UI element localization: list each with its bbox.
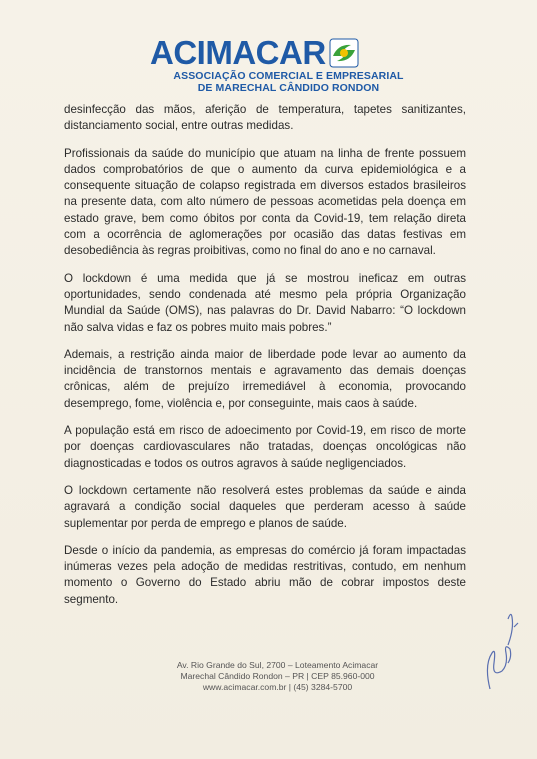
footer-contact: www.acimacar.com.br | (45) 3284-5700 — [202, 682, 353, 692]
paragraph: desinfecção das mãos, aferição de temperatura, tapetes sanitizantes, distanciamento social, entre outras medidas. — [64, 103, 466, 133]
paragraph: O lockdown é uma medida que já se mostrou ineficaz em outras oportunidades, sendo condenada até mesmo pela própria Organização Mundial da Saúde (OMS), nas palavras do Dr. David Nabarro: “O lockdown não salva vidas e faz os pobres muito mais pobres.” — [64, 271, 466, 334]
paragraph: Desde o início da pandemia, as empresas do comércio já foram impactadas inúmeras vezes pela adoção de medidas restritivas, contudo, em nenhum momento o Governo do Estado abriu mão de cobrar impostos deste segmento. — [64, 543, 466, 606]
logo-swirl-icon — [329, 38, 359, 68]
footer-city: Marechal Cândido Rondon – PR | CEP 85.960-000 — [180, 671, 375, 681]
org-name-line1: ASSOCIAÇÃO COMERCIAL E EMPRESARIAL — [173, 70, 404, 82]
logo-wordmark: ACIMACAR — [150, 34, 326, 71]
org-name-line2: DE MARECHAL CÂNDIDO RONDON — [197, 82, 380, 94]
letter-body — [64, 102, 466, 619]
logo — [150, 36, 359, 70]
footer-address: Av. Rio Grande do Sul, 2700 – Loteamento Acimacar — [176, 660, 379, 670]
letterhead — [0, 36, 537, 102]
paragraph: Ademais, a restrição ainda maior de liberdade pode levar ao aumento da incidência de transtornos mentais e agravamento das demais doenças crônicas, além de prejuízo irremediável à economia, provocando desemprego, fome, violência e, por conseguinte, mais caos à saúde. — [64, 347, 466, 410]
letter-footer — [0, 660, 537, 693]
paragraph: Profissionais da saúde do município que atuam na linha de frente possuem dados comprobatórios de que o aumento da curva epidemiológica e a consequente situação de colapso registrada em diversos estados brasileiros na presente data, com alto número de pessoas acometidas pela doença em estado grave, bem como óbitos por conta da Covid-19, tem relação direta com a ocorrência de aglomerações por ocasião das datas festivas em desobediência às regras proibitivas, como no final do ano e no carnaval. — [64, 146, 466, 258]
paragraph: A população está em risco de adoecimento por Covid-19, em risco de morte por doenças cardiovasculares não tratadas, doenças oncológicas não diagnosticadas e todos os outros agravos à saúde negligenciados. — [64, 424, 466, 470]
signature-icon — [478, 605, 528, 695]
paragraph: O lockdown certamente não resolverá estes problemas da saúde e ainda agravará a condição social daqueles que perderam acesso à saúde suplementar por perda de emprego e planos de saúde. — [64, 483, 466, 530]
